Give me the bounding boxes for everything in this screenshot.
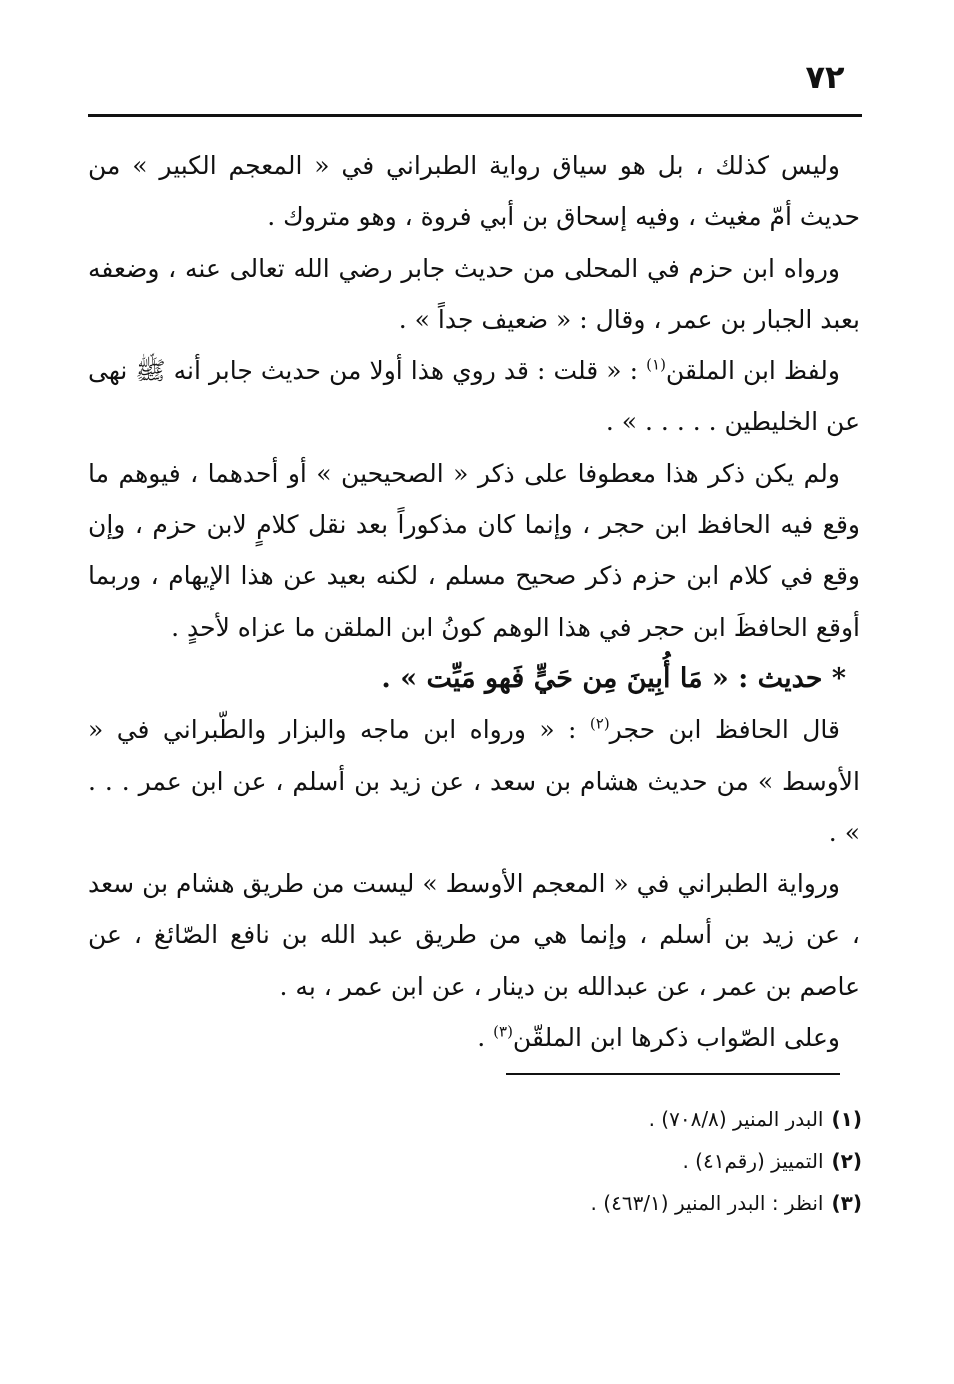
- paragraph-5: [88, 704, 860, 858]
- paragraph-7-rest: .: [477, 1023, 494, 1053]
- footnote-ref-3: (٣): [493, 1022, 513, 1041]
- footnote-2-text: التمييز (رقم٤١) .: [682, 1149, 824, 1173]
- page-number: ٧٢: [805, 58, 845, 96]
- header-rule: [88, 114, 862, 117]
- paragraph-7: [88, 1012, 860, 1063]
- paragraph-3-start: ولفظ ابن الملقن: [665, 356, 840, 386]
- paragraph-3: [88, 345, 860, 448]
- footnote-1: [88, 1098, 862, 1140]
- paragraph-4: ولم يكن ذكر هذا معطوفا على ذكر « الصحيحين » أو أحدهما ، فيوهم ما وقع فيه الحافظ ابن حجر ، وإنما كان مذكوراً بعد نقل كلامٍ لابن حزم ، وإن وقع في كلام ابن حزم ذكر صحيح مسلم ، لكنه بعيد عن هذا الإيهام ، وربما أوقع الحافظَ ابن حجر في هذا الوهم كونُ ابن الملقن ما عزاه لأحدٍ .: [88, 458, 860, 642]
- footnote-2: [88, 1140, 862, 1182]
- footnote-ref-1: (١): [646, 355, 666, 374]
- paragraph-2: ورواه ابن حزم في المحلى من حديث جابر رضي الله تعالى عنه ، وضعفه بعبد الجبار بن عمر ، وقال : « ضعيف جداً » .: [88, 253, 860, 334]
- footnote-rule: [506, 1073, 840, 1075]
- footnote-3: [88, 1182, 862, 1224]
- footnote-2-marker: (٢): [831, 1149, 862, 1173]
- paragraph-3-rest: : « قلت : قد روي هذا أولا من حديث جابر أنه ﷺ نهى عن الخليطين . . . . . » .: [88, 356, 860, 437]
- paragraph-7-start: وعلى الصّواب ذكرها ابن الملقّن: [512, 1023, 840, 1053]
- paragraph-1: وليس كذلك ، بل هو سياق رواية الطبراني في « المعجم الكبير » من حديث أمّ مغيث ، وفيه إسحاق بن أبي فروة ، وهو متروك .: [88, 151, 860, 232]
- paragraph-5-start: قال الحافظ ابن حجر: [609, 715, 840, 745]
- footnote-ref-2: (٢): [589, 714, 610, 733]
- paragraph-6: ورواية الطبراني في « المعجم الأوسط » ليست من طريق هشام بن سعد ، عن زيد بن أسلم ، وإنما هي من طريق عبد الله بن نافع الصّائغ ، عن عاصم بن عمر ، عن عبدالله بن دينار ، عن ابن عمر ، به .: [88, 869, 860, 1001]
- hadith-heading: * حديث : « مَا أُبِينَ مِن حَيٍّ فَهو مَيِّت » .: [381, 662, 846, 694]
- body-text: [88, 140, 860, 1063]
- footnote-3-text: انظر : البدر المنير (٤٦٣/١) .: [590, 1191, 824, 1215]
- paragraph-5-rest: : « ورواه ابن ماجه والبزار والطّبراني في « الأوسط » من حديث هشام بن سعد ، عن زيد بن أسلم ، عن ابن عمر . . . » .: [88, 715, 860, 847]
- footnote-1-text: البدر المنير (٧٠٨/٨) .: [648, 1107, 824, 1131]
- footnote-1-marker: (١): [831, 1107, 862, 1131]
- footnotes: [88, 1098, 862, 1224]
- footnote-3-marker: (٣): [831, 1191, 862, 1215]
